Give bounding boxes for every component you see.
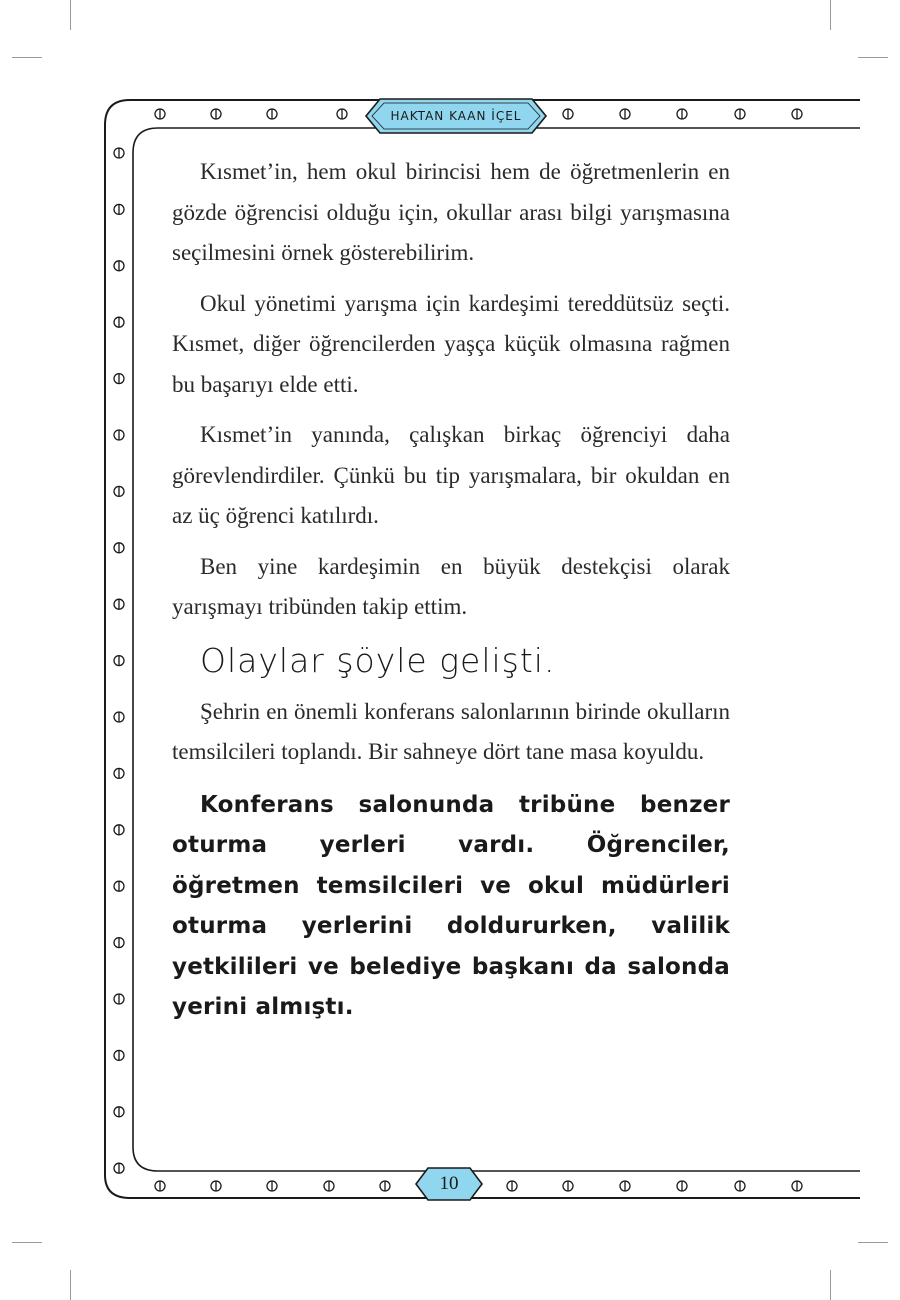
- binder-ring-icon: [380, 1181, 390, 1191]
- binder-ring-icon: [114, 938, 124, 948]
- binder-ring-icon: [114, 148, 124, 158]
- binder-ring-icon: [211, 109, 221, 119]
- binder-ring-icon: [114, 1050, 124, 1060]
- binder-ring-icon: [114, 881, 124, 891]
- page-number: 10: [439, 1173, 459, 1194]
- binder-ring-icon: [507, 1181, 517, 1191]
- binder-ring-icon: [267, 109, 277, 119]
- binder-ring-icon: [114, 1163, 124, 1173]
- binder-ring-icon: [563, 109, 573, 119]
- paragraph: Okul yönetimi yarışma için kardeşimi tereddütsüz seçti. Kısmet, diğer öğrencilerden yaşça küçük olmasına rağmen bu başarıyı elde etti.: [172, 290, 730, 397]
- binder-ring-icon: [114, 656, 124, 666]
- binder-ring-icon: [735, 109, 745, 119]
- binder-ring-icon: [114, 204, 124, 214]
- binder-ring-icon: [114, 994, 124, 1004]
- header-author: HAKTAN KAAN İÇEL: [390, 109, 522, 123]
- binder-ring-icon: [155, 109, 165, 119]
- binder-ring-icon: [267, 1181, 277, 1191]
- paragraph: Şehrin en önemli konferans salonlarının birinde okulların temsilcileri toplandı. Bir sahneye dört tane masa koyuldu.: [172, 698, 730, 764]
- binder-ring-icon: [677, 1181, 687, 1191]
- binder-ring-icon: [677, 109, 687, 119]
- page-content: [172, 152, 730, 1028]
- binder-ring-icon: [620, 1181, 630, 1191]
- paragraph: Kısmet’in, hem okul birincisi hem de öğretmenlerin en gözde öğrencisi olduğu için, okullar arası bilgi yarışmasına seçilmesini örnek gösterebilirim.: [172, 159, 730, 265]
- binder-ring-icon: [114, 1107, 124, 1117]
- section-heading: Olaylar şöyle gelişti.: [200, 640, 556, 680]
- binder-ring-icon: [337, 109, 347, 119]
- binder-ring-icon: [792, 109, 802, 119]
- binder-ring-icon: [114, 825, 124, 835]
- binder-ring-icon: [114, 712, 124, 722]
- binder-ring-icon: [114, 261, 124, 271]
- binder-ring-icon: [735, 1181, 745, 1191]
- binder-ring-icon: [563, 1181, 573, 1191]
- binder-ring-icon: [114, 543, 124, 553]
- bold-paragraph: Konferans salonunda tribüne benzer oturma yerleri vardı. Öğrenciler, öğretmen temsilcileri ve okul müdürleri oturma yerlerini doldururken, valilik yetkilileri ve belediye başkanı da salonda yerini almıştı.: [172, 791, 730, 1020]
- binder-ring-icon: [114, 430, 124, 440]
- paragraph: Kısmet’in yanında, çalışkan birkaç öğrenciyi daha görevlendirdiler. Çünkü bu tip yarışmalara, bir okuldan en az üç öğrenci katılırdı.: [172, 422, 730, 528]
- binder-ring-icon: [114, 317, 124, 327]
- binder-ring-icon: [211, 1181, 221, 1191]
- binder-ring-icon: [114, 374, 124, 384]
- binder-ring-icon: [114, 486, 124, 496]
- binder-ring-icon: [620, 109, 630, 119]
- binder-ring-icon: [792, 1181, 802, 1191]
- paragraph: Ben yine kardeşimin en büyük destekçisi olarak yarışmayı tribünden takip ettim.: [172, 553, 730, 619]
- binder-ring-icon: [324, 1181, 334, 1191]
- binder-ring-icon: [155, 1181, 165, 1191]
- binder-ring-icon: [114, 599, 124, 609]
- binder-ring-icon: [114, 768, 124, 778]
